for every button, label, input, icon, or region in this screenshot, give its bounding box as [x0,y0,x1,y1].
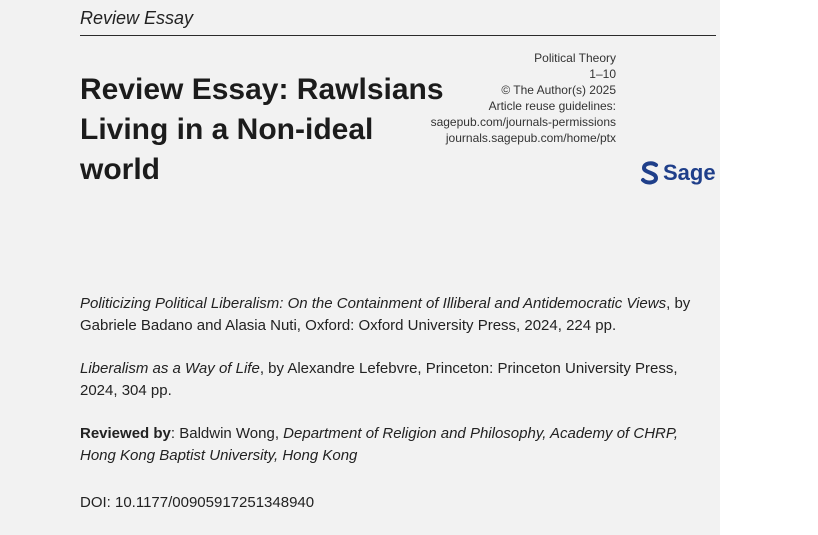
journal-meta [431,50,616,146]
reviewed-book-2: Liberalism as a Way of Life, by Alexandre Lefebvre, Princeton: Princeton University Press, 2024, 304 pp. [80,360,678,399]
book-title: Liberalism as a Way of Life [80,360,260,377]
reuse-link[interactable]: sagepub.com/journals-permissions [430,115,616,129]
sage-s-icon [640,161,660,185]
title-line-2: Living in a Non-ideal [80,113,374,146]
copyright: © The Author(s) 2025 [501,83,616,97]
title-line-1: Review Essay: Rawlsians [80,73,444,106]
doi[interactable]: DOI: 10.1177/00905917251348940 [80,494,315,511]
reviewed-book-1: Politicizing Political Liberalism: On the Containment of Illiberal and Antidemocratic Views, by Gabriele Badano and Alasia Nuti, Oxford: Oxford University Press, 2024, 224 pp. [80,295,691,334]
running-head: Review Essay [80,8,194,28]
book-details: by Gabriele Badano and Alasia Nuti, Oxford: Oxford University Press, 2024, 224 pp. [80,295,691,334]
reviewer-affiliation: Department of Religion and Philosophy, Academy of CHRP, Hong Kong Baptist University, Hong Kong [80,425,679,464]
title-line-3: world [80,153,160,186]
book-details: by Alexandre Lefebvre, Princeton: Princeton University Press, 2024, 304 pp. [80,360,678,399]
reviewer-name: Baldwin Wong, [179,425,279,442]
reviewed-by-label: Reviewed by [80,425,171,442]
page-range: 1–10 [589,67,616,81]
journal-name: Political Theory [534,51,616,65]
journal-link[interactable]: journals.sagepub.com/home/ptx [445,131,616,145]
sage-wordmark: Sage [663,160,716,185]
reviewer-line: Reviewed by: Baldwin Wong, Department of Religion and Philosophy, Academy of CHRP, Hong Kong Baptist University, Hong Kong [80,425,679,464]
book-title: Politicizing Political Liberalism: On the Containment of Illiberal and Antidemocratic Views [80,295,667,312]
reuse-label: Article reuse guidelines: [488,99,616,113]
header-rule [80,35,716,36]
sage-logo [640,160,716,186]
